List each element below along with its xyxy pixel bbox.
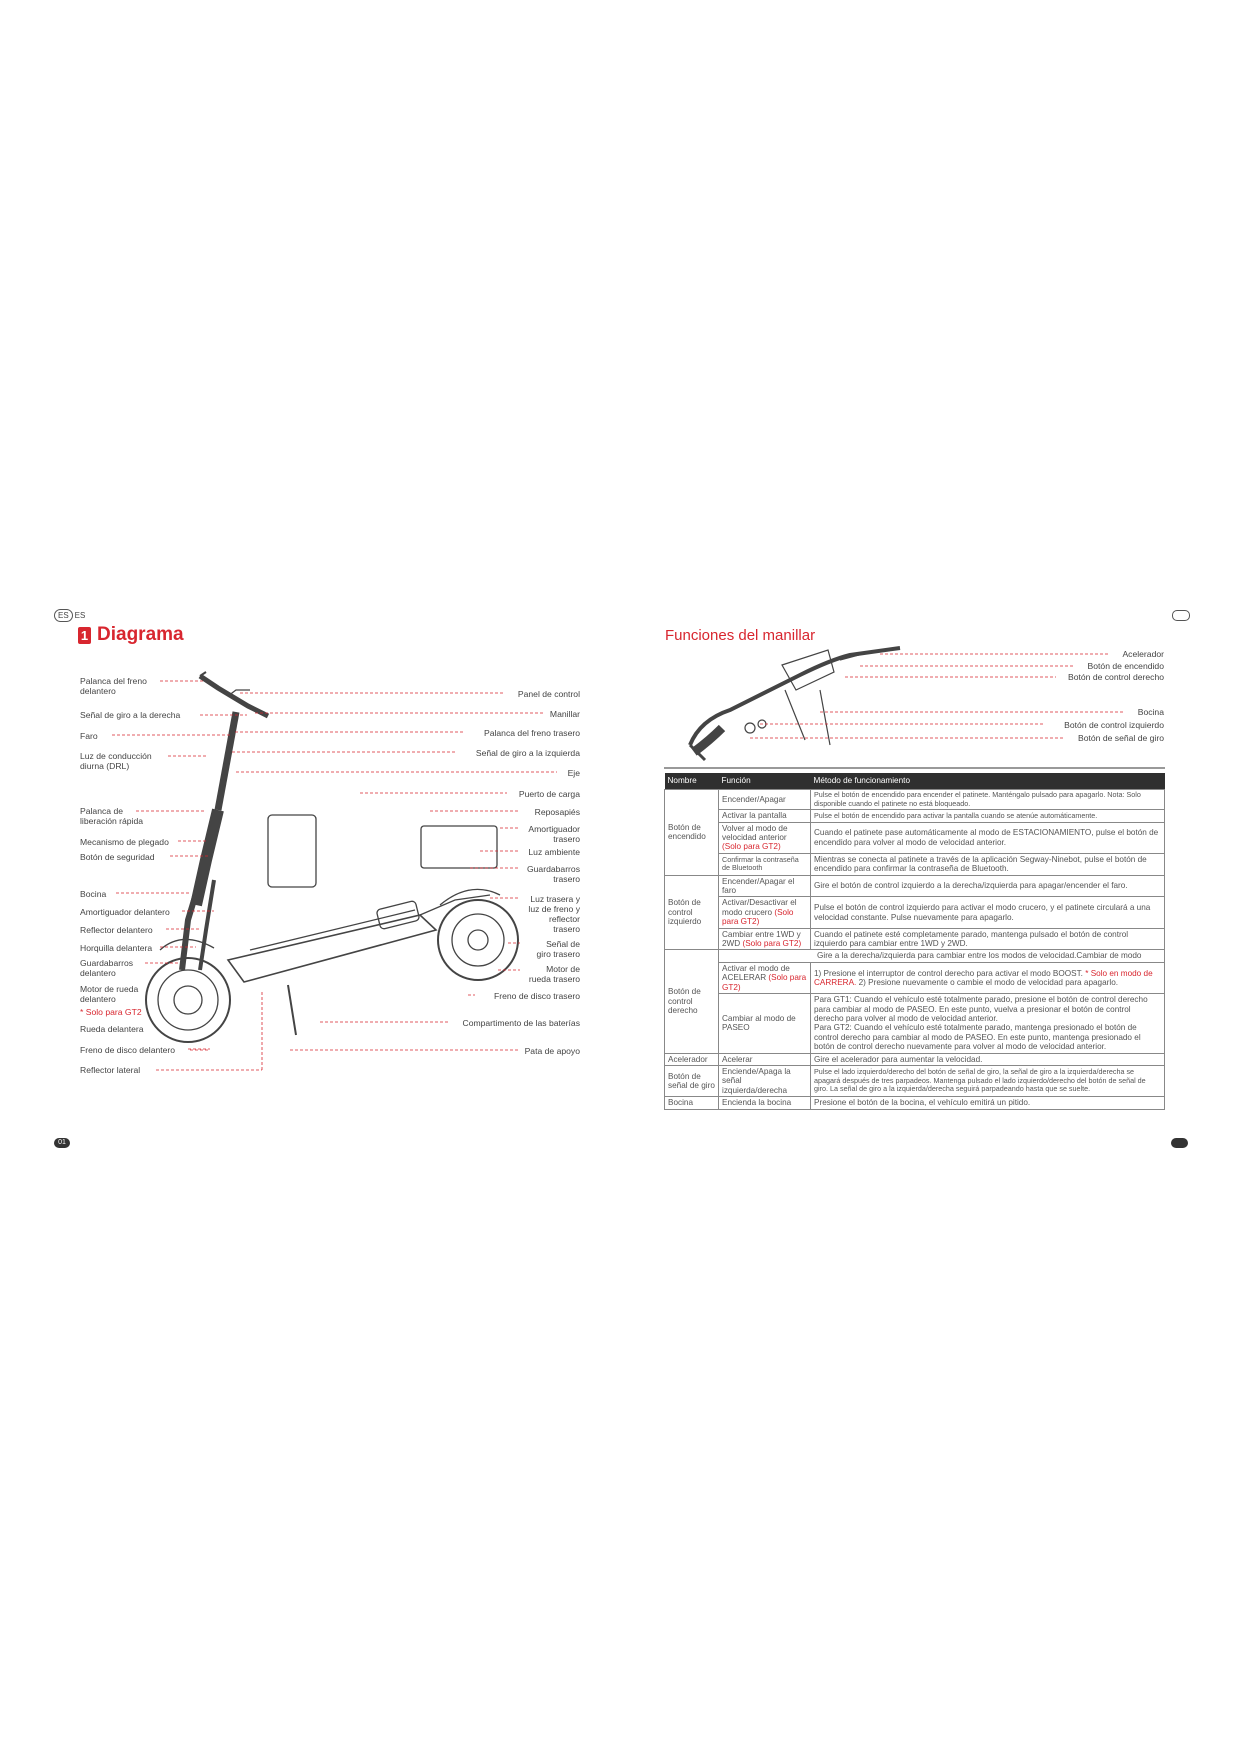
header-nombre: Nombre [665, 773, 719, 790]
label-puerto-carga: Puerto de carga [518, 789, 580, 799]
table-row [665, 962, 1165, 993]
function-cell: Cambiar entre 1WD y 2WD (Solo para GT2) [719, 928, 811, 950]
function-cell: Acelerar [719, 1053, 811, 1065]
method-cell: Para GT1: Cuando el vehículo esté totalmente parado, presione el botón de control derecho para cambiar al modo de PASEO. En este punto, vuelva a presionar el botón de control derecho para volver al modo de velocidad anterior. Para GT2: Cuando el vehículo esté totalmente parado, mantenga presionado el botón de control derecho para cambiar al modo de PASEO. En este punto, mantenga presionado el botón de control derecho nuevamente para volver al modo de velocidad anterior. [811, 994, 1165, 1053]
header-funcion: Función [719, 773, 811, 790]
table-row [665, 1053, 1165, 1065]
group-bocina: Bocina [665, 1097, 719, 1109]
table-header-row [665, 773, 1165, 790]
language-badge: ES [54, 609, 73, 622]
function-cell: Enciende/Apaga la señal izquierda/derecha [719, 1065, 811, 1096]
function-cell: Activar el modo de ACELERAR (Solo para GT2) [719, 962, 811, 993]
table-row [665, 1097, 1165, 1109]
page-title-right: Funciones del manillar [665, 627, 816, 644]
label-luz-conduccion: Luz de conducción diurna (DRL) [80, 751, 152, 771]
table-row [665, 1065, 1165, 1096]
table-row [665, 994, 1165, 1053]
handlebar-illustration [690, 648, 900, 760]
language-text: ES [74, 611, 86, 620]
label-senal-giro-derecha: Señal de giro a la derecha [80, 710, 181, 720]
section-number: 1 [78, 627, 91, 644]
label-eje: Eje [567, 768, 580, 778]
table-row [665, 853, 1165, 875]
method-cell: Pulse el botón de encendido para encender el patinete. Manténgalo pulsado para apagarlo. Nota: Solo disponible cuando el patinete no está bloqueado. [811, 790, 1165, 810]
label-boton-control-izquierdo: Botón de control izquierdo [1064, 720, 1164, 730]
label-bocina-manillar: Bocina [1137, 707, 1164, 717]
label-bocina: Bocina [80, 889, 107, 899]
label-guardabarros-delantero: Guardabarros delantero [80, 958, 134, 978]
label-faro: Faro [80, 731, 98, 741]
method-cell: Gire a la derecha/izquierda para cambiar entre los modos de velocidad.Cambiar de modo [719, 950, 1165, 962]
label-boton-control-derecho: Botón de control derecho [1067, 672, 1164, 682]
label-amortiguador-delantero: Amortiguador delantero [80, 907, 170, 917]
function-cell: Confirmar la contraseña de Bluetooth [719, 853, 811, 875]
label-reposapies: Reposapiés [534, 807, 580, 817]
function-cell: Volver al modo de velocidad anterior (Solo para GT2) [719, 822, 811, 853]
label-motor-rueda-trasero: Motor de rueda trasero [528, 964, 580, 984]
group-acelerador: Acelerador [665, 1053, 719, 1065]
label-senal-giro-trasero: Señal de giro trasero [536, 939, 580, 959]
label-boton-senal-giro: Botón de señal de giro [1077, 733, 1164, 743]
header-metodo: Método de funcionamiento [811, 773, 1165, 790]
group-boton-control-derecho: Botón de control derecho [665, 950, 719, 1053]
label-reflector-delantero: Reflector delantero [80, 925, 153, 935]
label-reflector-lateral: Reflector lateral [80, 1065, 141, 1075]
label-boton-encendido: Botón de encendido [1087, 661, 1164, 671]
method-cell: 1) Presione el interruptor de control derecho para activar el modo BOOST. * Solo en modo de CARRERA. 2) Presione nuevamente o cambie el modo de velocidad para apagarlo. [811, 962, 1165, 993]
group-boton-encendido: Botón de encendido [665, 790, 719, 876]
function-cell: Encender/Apagar el faro [719, 875, 811, 897]
label-compartimento-baterias: Compartimento de las baterías [462, 1018, 580, 1028]
diagram-title: Diagrama [97, 624, 184, 645]
function-cell: Activar/Desactivar el modo crucero (Solo para GT2) [719, 897, 811, 928]
label-guardabarros-trasero: Guardabarros trasero [526, 864, 580, 884]
page-number-right [1171, 1138, 1188, 1148]
method-cell: Pulse el botón de encendido para activar la pantalla cuando se atenúe automáticamente. [811, 810, 1165, 822]
method-cell: Pulse el botón de control izquierdo para activar el modo crucero, y el patinete circulará a una velocidad constante. Pulse nuevamente para apagarlo. [811, 897, 1165, 928]
table-row [665, 897, 1165, 928]
method-cell: Gire el acelerador para aumentar la velocidad. [811, 1053, 1165, 1065]
method-cell: Cuando el patinete esté completamente parado, mantenga pulsado el botón de control izquierdo para cambiar entre 1WD y 2WD. [811, 928, 1165, 950]
function-cell: Cambiar al modo de PASEO [719, 994, 811, 1053]
method-cell: Mientras se conecta al patinete a través de la aplicación Segway-Ninebot, pulse el botón de encendido para confirmar la contraseña de Bluetooth. [811, 853, 1165, 875]
group-boton-senal-giro: Botón de señal de giro [665, 1065, 719, 1096]
label-panel-control: Panel de control [517, 689, 580, 699]
label-rueda-delantera: Rueda delantera [80, 1024, 144, 1034]
label-boton-seguridad: Botón de seguridad [80, 852, 155, 862]
label-pata-apoyo: Pata de apoyo [524, 1046, 580, 1056]
label-freno-disco-delantero: Freno de disco delantero [80, 1045, 176, 1055]
label-freno-disco-trasero: Freno de disco trasero [494, 991, 580, 1001]
label-luz-ambiente: Luz ambiente [528, 847, 580, 857]
table-row [665, 822, 1165, 853]
leader-lines-left [112, 681, 557, 1070]
label-amortiguador-trasero: Amortiguador trasero [528, 824, 580, 844]
page-number-left: 01 [54, 1138, 70, 1148]
method-cell: Cuando el patinete pase automáticamente al modo de ESTACIONAMIENTO, pulse el botón de encendido para volver al modo de velocidad anterior. [811, 822, 1165, 853]
label-solo-gt2: * Solo para GT2 [80, 1007, 142, 1017]
functions-table [664, 773, 1165, 1110]
table-row [665, 790, 1165, 810]
group-boton-control-izquierdo: Botón de control izquierdo [665, 875, 719, 950]
label-mecanismo-plegado: Mecanismo de plegado [80, 837, 169, 847]
label-senal-giro-izquierda: Señal de giro a la izquierda [475, 748, 580, 758]
function-cell: Encienda la bocina [719, 1097, 811, 1109]
function-cell: Encender/Apagar [719, 790, 811, 810]
function-cell: Activar la pantalla [719, 810, 811, 822]
method-cell: Presione el botón de la bocina, el vehículo emitirá un pitido. [811, 1097, 1165, 1109]
label-palanca-freno-trasero: Palanca del freno trasero [483, 728, 580, 738]
label-palanca-freno-delantero: Palanca del freno delantero [80, 676, 147, 696]
label-acelerador: Acelerador [1122, 649, 1164, 659]
table-row [665, 875, 1165, 897]
table-row [665, 810, 1165, 822]
table-row [665, 950, 1165, 962]
method-cell: Pulse el lado izquierdo/derecho del botón de señal de giro, la señal de giro a la izquierda/derecha se apagará después de tres parpadeos. Mantenga pulsado el lado izquierdo/derecho del botón de señal de giro. La señal de giro a la izquierda/derecha seguirá parpadeando hasta que se suelte. [811, 1065, 1165, 1096]
method-cell: Gire el botón de control izquierdo a la derecha/izquierda para apagar/encender el faro. [811, 875, 1165, 897]
label-motor-rueda-delantero: Motor de rueda delantero [80, 984, 139, 1004]
scooter-illustration [146, 672, 518, 1042]
label-luz-trasera: Luz trasera y luz de freno y reflector trasero [528, 894, 580, 934]
table-row [665, 928, 1165, 950]
label-horquilla-delantera: Horquilla delantera [80, 943, 153, 953]
label-manillar: Manillar [549, 709, 580, 719]
label-palanca-liberacion: Palanca de liberación rápida [80, 806, 144, 826]
